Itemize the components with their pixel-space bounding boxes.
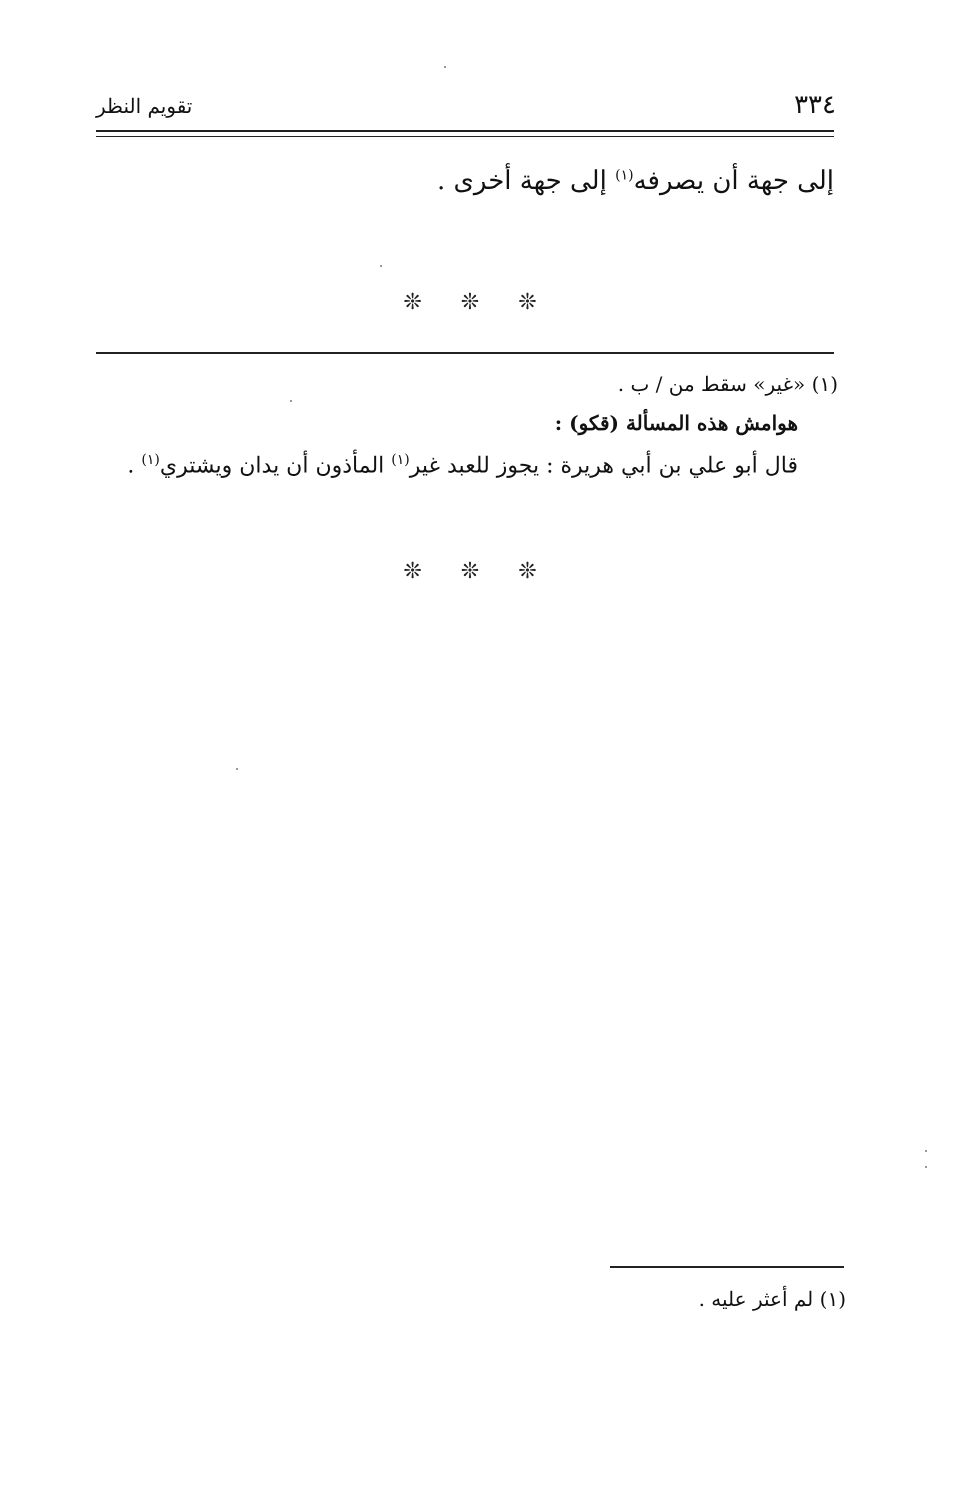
header-rule-thin	[96, 136, 834, 137]
section-separator-stars: ❊ ❊ ❊	[403, 290, 553, 315]
footnote-rule-short	[610, 1266, 844, 1268]
body-text-line	[437, 166, 834, 196]
scan-speck	[444, 66, 446, 68]
body-text: إلى جهة أن يصرفه	[633, 166, 834, 196]
header-rule	[96, 130, 834, 132]
footnote-rule	[96, 352, 834, 354]
scan-speck	[236, 768, 238, 770]
scan-speck	[380, 265, 382, 267]
footnote-entry: (١) لم أعثر عليه .	[698, 1287, 846, 1311]
running-title: تقويم النظر	[96, 94, 193, 118]
footnote-entry: (١) «غير» سقط من / ب .	[617, 372, 838, 396]
scan-speck	[925, 1166, 927, 1168]
section-separator-stars: ❊ ❊ ❊	[403, 559, 553, 584]
scan-speck	[290, 400, 292, 402]
notes-text: .	[127, 453, 142, 479]
notes-paragraph	[127, 452, 798, 478]
body-text: إلى جهة أخرى .	[436, 166, 616, 196]
footnote-marker: (١)	[391, 452, 410, 468]
notes-text: المأذون أن يدان ويشتري	[159, 453, 392, 479]
notes-heading: هوامش هذه المسألة (قكو) :	[554, 411, 798, 435]
footnote-marker: (١)	[615, 167, 634, 184]
page-number: ٣٣٤	[794, 90, 836, 120]
footnote-marker: (١)	[141, 452, 160, 468]
notes-text: قال أبو علي بن أبي هريرة : يجوز للعبد غير	[409, 453, 798, 479]
scan-speck	[925, 1150, 927, 1152]
